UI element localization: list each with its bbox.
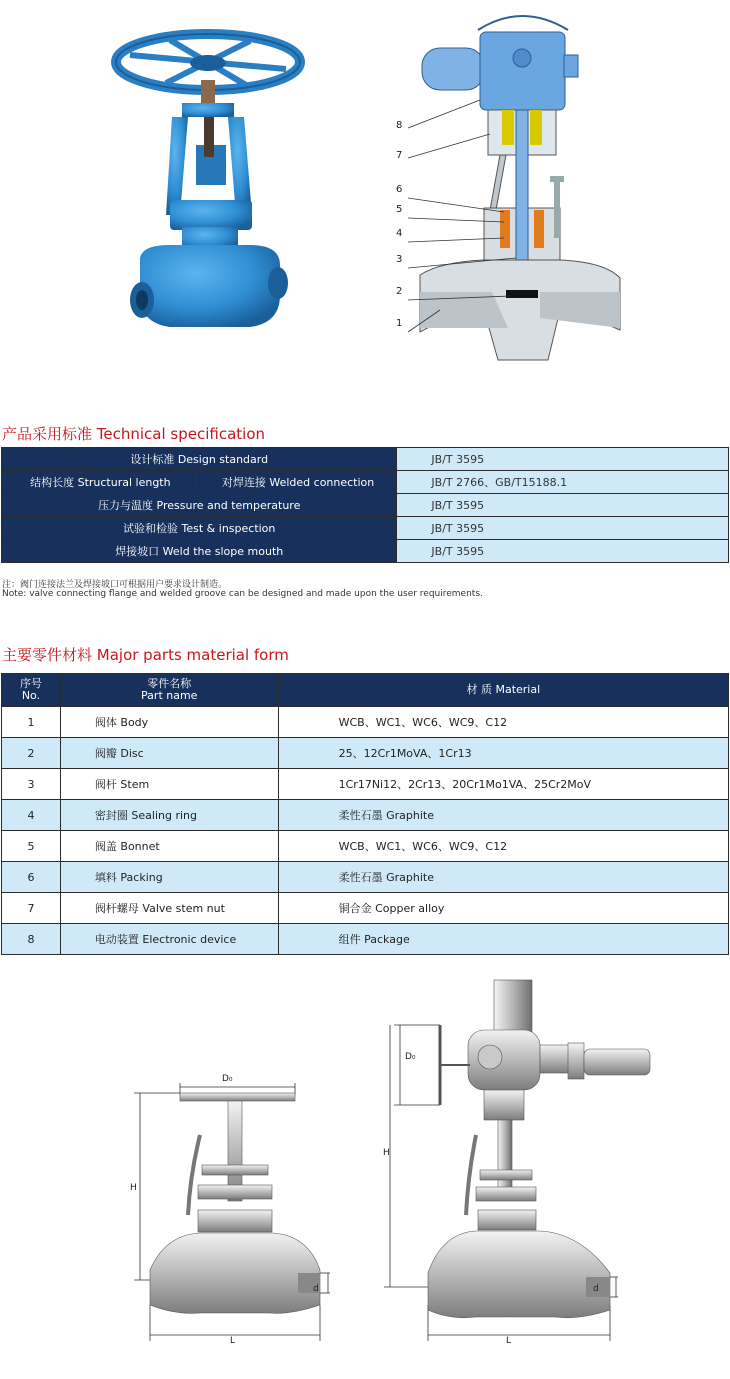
spec-title: 产品采用标准 Technical specification	[2, 425, 266, 443]
spec-label: 结构长度 Structural length	[2, 471, 200, 494]
header-no: 序号 No.	[2, 674, 61, 707]
row-part: 阀杆 Stem	[60, 769, 278, 800]
spec-note-en: Note: valve connecting flange and welded groove can be designed and made upon the user requirements.	[2, 589, 483, 599]
row-part: 电动装置 Electronic device	[60, 924, 278, 955]
dim-label-l-electric: L	[506, 1336, 512, 1346]
spec-label: 试验和检验 Test & inspection	[2, 517, 397, 540]
row-no: 1	[2, 707, 61, 738]
materials-header-row	[2, 674, 729, 707]
row-material: 铜合金 Copper alloy	[278, 893, 728, 924]
spec-row	[2, 471, 729, 494]
table-row	[2, 924, 729, 955]
table-row	[2, 769, 729, 800]
header-material: 材 质 Material	[278, 674, 728, 707]
dim-label-d0-electric: D₀	[405, 1052, 416, 1062]
table-row	[2, 738, 729, 769]
row-material: WCB、WC1、WC6、WC9、C12	[278, 831, 728, 862]
spec-value: JB/T 2766、GB/T15188.1	[397, 471, 729, 494]
callout-2: 2	[396, 286, 403, 297]
row-no: 2	[2, 738, 61, 769]
dim-label-l: L	[230, 1336, 236, 1346]
spec-row	[2, 540, 729, 563]
row-part: 阀体 Body	[60, 707, 278, 738]
callout-8: 8	[396, 120, 403, 131]
spec-table	[1, 447, 729, 563]
row-no: 4	[2, 800, 61, 831]
row-no: 3	[2, 769, 61, 800]
dim-label-h-electric: H	[383, 1148, 390, 1158]
callout-5: 5	[396, 204, 403, 215]
row-part: 填料 Packing	[60, 862, 278, 893]
row-material: 1Cr17Ni12、2Cr13、20Cr1Mo1VA、25Cr2MoV	[278, 769, 728, 800]
dimension-drawing-manual	[120, 1065, 350, 1365]
callout-1: 1	[396, 318, 403, 329]
materials-title: 主要零件材料 Major parts material form	[2, 646, 289, 664]
row-part: 阀盖 Bonnet	[60, 831, 278, 862]
row-material: WCB、WC1、WC6、WC9、C12	[278, 707, 728, 738]
dim-label-h: H	[130, 1183, 137, 1193]
spec-label: 设计标准 Design standard	[2, 448, 397, 471]
dim-label-d: d	[313, 1284, 319, 1294]
materials-table	[1, 673, 729, 955]
dim-label-d-electric: d	[593, 1284, 599, 1294]
table-row	[2, 800, 729, 831]
row-material: 柔性石墨 Graphite	[278, 862, 728, 893]
spec-row	[2, 517, 729, 540]
row-material: 柔性石墨 Graphite	[278, 800, 728, 831]
header-part: 零件名称 Part name	[60, 674, 278, 707]
spec-value: JB/T 3595	[397, 448, 729, 471]
table-row	[2, 831, 729, 862]
callout-7: 7	[396, 150, 403, 161]
row-part: 密封圈 Sealing ring	[60, 800, 278, 831]
table-row	[2, 707, 729, 738]
row-material: 组件 Package	[278, 924, 728, 955]
callout-6: 6	[396, 184, 403, 195]
table-row	[2, 862, 729, 893]
spec-value: JB/T 3595	[397, 517, 729, 540]
spec-label: 压力与温度 Pressure and temperature	[2, 494, 397, 517]
spec-note-cn: 注：阀门连接法兰及焊接坡口可根据用户要求设计制造。	[2, 580, 228, 590]
dim-label-d0: D₀	[222, 1074, 233, 1084]
table-row	[2, 893, 729, 924]
row-no: 8	[2, 924, 61, 955]
dimension-drawing-electric	[380, 975, 670, 1365]
spec-label: 焊接坡口 Weld the slope mouth	[2, 540, 397, 563]
callout-4: 4	[396, 228, 403, 239]
row-material: 25、12Cr1MoVA、1Cr13	[278, 738, 728, 769]
row-part: 阀杆螺母 Valve stem nut	[60, 893, 278, 924]
spec-row	[2, 494, 729, 517]
row-part: 阀瓣 Disc	[60, 738, 278, 769]
valve-photo	[100, 5, 320, 345]
row-no: 5	[2, 831, 61, 862]
spec-sublabel: 对焊连接 Welded connection	[199, 471, 397, 494]
row-no: 7	[2, 893, 61, 924]
valve-cross-section-diagram	[380, 10, 640, 370]
callout-3: 3	[396, 254, 403, 265]
spec-row	[2, 448, 729, 471]
spec-value: JB/T 3595	[397, 494, 729, 517]
row-no: 6	[2, 862, 61, 893]
spec-value: JB/T 3595	[397, 540, 729, 563]
